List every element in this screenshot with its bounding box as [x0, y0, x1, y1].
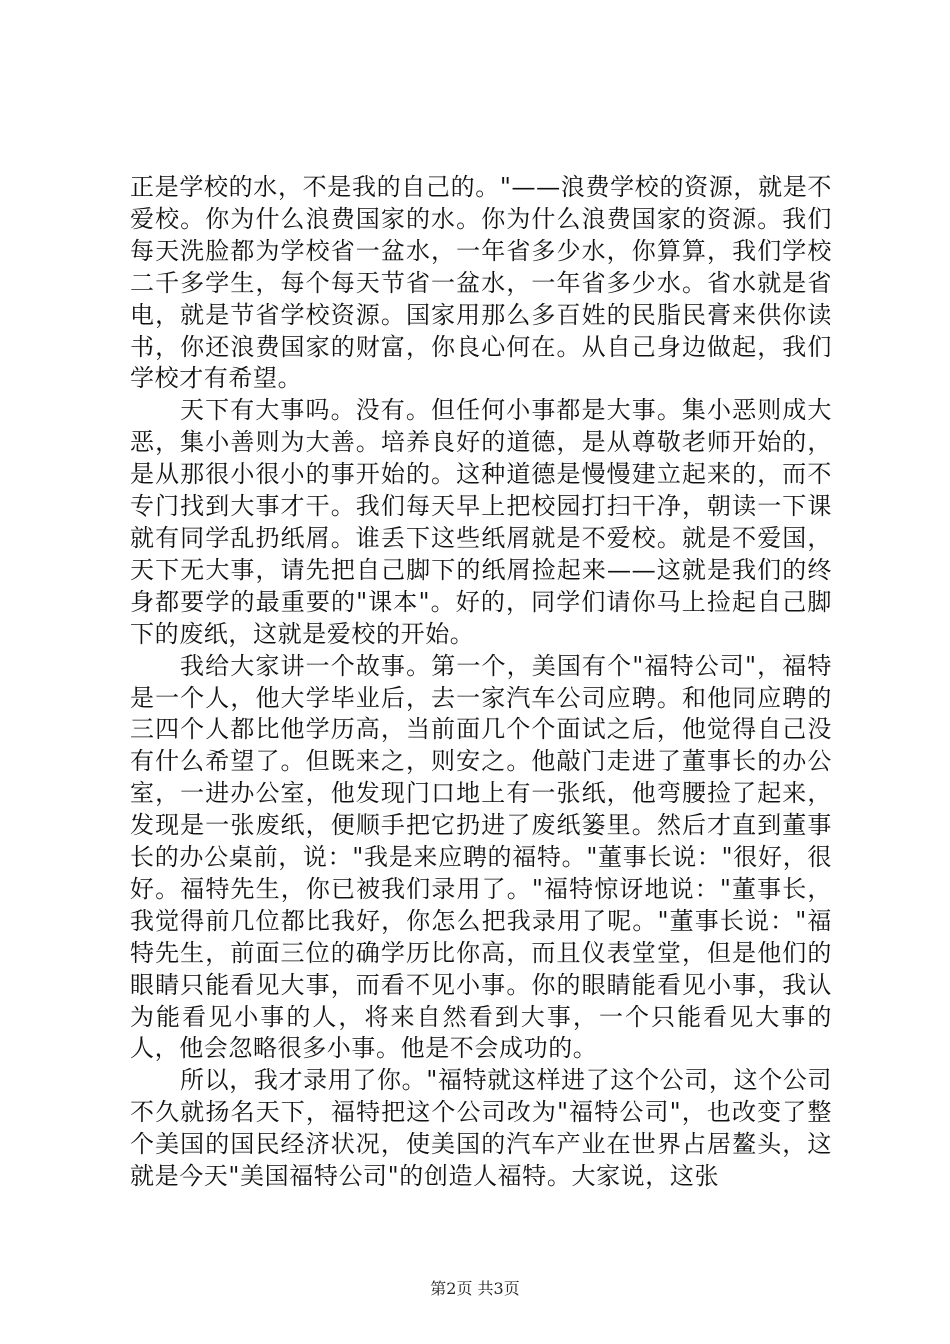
- paragraph-water-saving: 正是学校的水，不是我的自己的。"——浪费学校的资源，就是不爱校。你为什么浪费国家的水。你为什么浪费国家的资源。我们每天洗脸都为学校省一盆水，一年省多少水，你算算，我们学校二千多学生，每个每天节省一盆水，一年省多少水。省水就是省电，就是节省学校资源。国家用那么多百姓的民脂民膏来供你读书，你还浪费国家的财富，你良心何在。从自己身边做起，我们学校才有希望。: [130, 173, 832, 393]
- document-body: [130, 172, 832, 1193]
- paragraph-small-things: 天下有大事吗。没有。但任何小事都是大事。集小恶则成大恶，集小善则为大善。培养良好的道德，是从尊敬老师开始的，是从那很小很小的事开始的。这种道德是慢慢建立起来的，而不专门找到大事才干。我们每天早上把校园打扫干净，朝读一下课就有同学乱扔纸屑。谁丢下这些纸屑就是不爱校。就是不爱国，天下无大事，请先把自己脚下的纸屑捡起来——这就是我们的终身都要学的最重要的"课本"。好的，同学们请你马上捡起自己脚下的废纸，这就是爱校的开始。: [130, 396, 832, 648]
- paragraph-ford-conclusion: 所以，我才录用了你。"福特就这样进了这个公司，这个公司不久就扬名天下，福特把这个公司改为"福特公司"，也改变了整个美国的国民经济状况，使美国的汽车产业在世界占居鳌头，这就是今天"美国福特公司"的创造人福特。大家说，这张: [130, 1066, 832, 1191]
- page-footer: 第2页 共3页: [430, 1279, 520, 1298]
- paragraph-ford-story: 我给大家讲一个故事。第一个，美国有个"福特公司"，福特是一个人，他大学毕业后，去一家汽车公司应聘。和他同应聘的三四个人都比他学历高，当前面几个个面试之后，他觉得自己没有什么希望了。但既来之，则安之。他敲门走进了董事长的办公室，一进办公室，他发现门口地上有一张纸，他弯腰捡了起来，发现是一张废纸，便顺手把它扔进了废纸篓里。然后才直到董事长的办公桌前，说："我是来应聘的福特。"董事长说："很好，很好。福特先生，你已被我们录用了。"福特惊讶地说："董事长，我觉得前几位都比我好，你怎么把我录用了呢。"董事长说："福特先生，前面三位的确学历比你高，而且仪表堂堂，但是他们的眼睛只能看见大事，而看不见小事。你的眼睛能看见小事，我认为能看见小事的人，将来自然看到大事，一个只能看见大事的人，他会忽略很多小事。他是不会成功的。: [130, 651, 832, 1063]
